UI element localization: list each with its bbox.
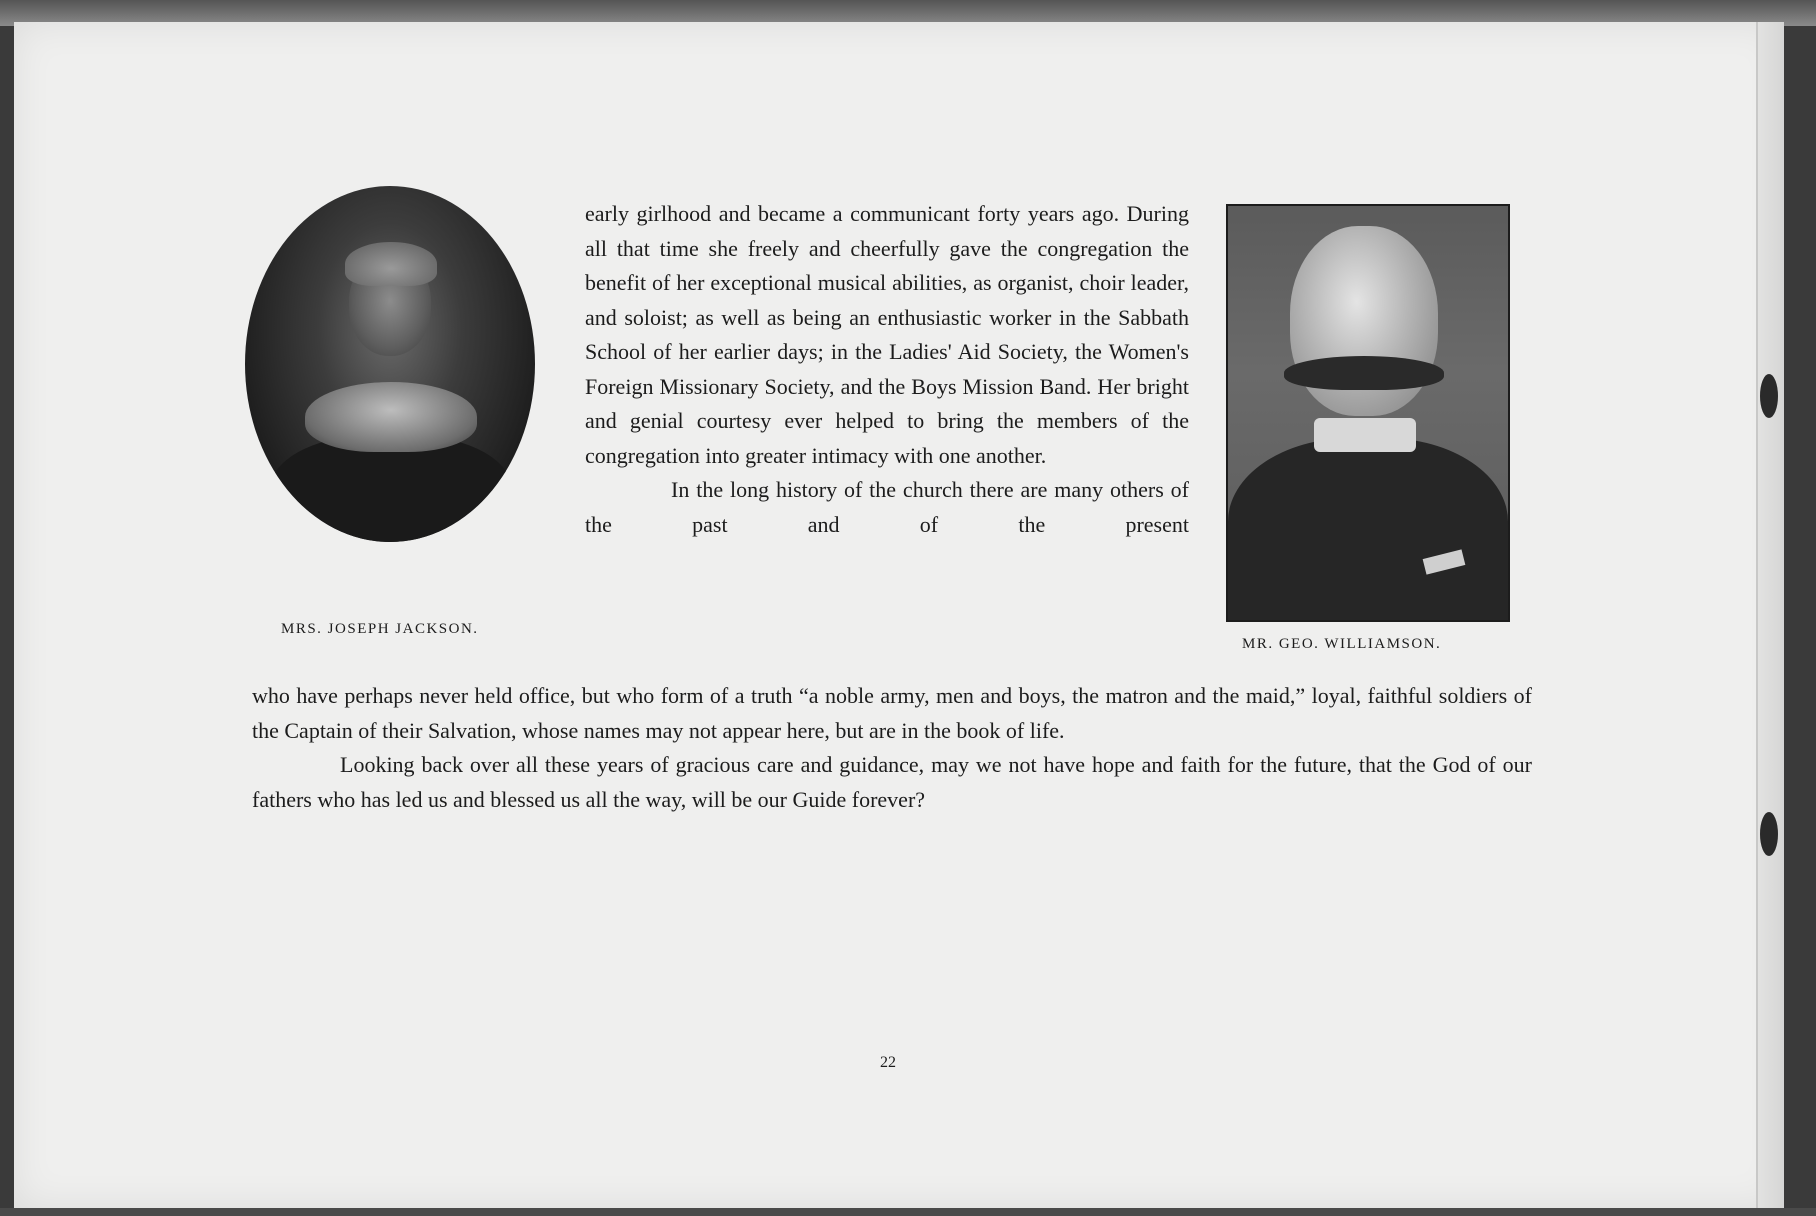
binding-hole	[1760, 812, 1778, 856]
text-column	[585, 197, 1189, 542]
paragraph-history-continued: who have perhaps never held office, but who form of a truth “a noble army, men and boys, the matron and the maid,” loyal, faithful soldiers of the Captain of their Salvation, whose names may not appear here, but are in the book of life.	[252, 683, 1532, 743]
scan-bottom-edge	[0, 1208, 1816, 1216]
portrait-mrs-joseph-jackson	[245, 186, 535, 542]
paragraph-jackson-tribute: early girlhood and became a communicant forty years ago. During all that time she freely and cheerfully gave the congregation the benefit of her exceptional musical abilities, as organist, choir leader, and soloist; as well as being an enthusiastic worker in the Sabbath School of her earlier days; in the Ladies' Aid Society, the Women's Foreign Missionary Society, and the Boys Mission Band. Her bright and genial courtesy ever helped to bring the members of the congregation into greater intimacy with one another.	[585, 201, 1189, 468]
portrait-lace-collar	[305, 382, 477, 452]
portrait-mr-geo-williamson	[1226, 204, 1510, 622]
binding-hole	[1760, 374, 1778, 418]
portrait-hair	[345, 242, 437, 286]
portrait-collar	[1314, 418, 1416, 452]
page-fold	[1756, 22, 1784, 1208]
caption-right: MR. GEO. WILLIAMSON.	[1242, 636, 1442, 652]
paragraph-closing: Looking back over all these years of gracious care and guidance, may we not have hope and faith for the future, that the God of our fathers who has led us and blessed us all the way, will be our Guide forever?	[252, 752, 1532, 812]
portrait-coat	[1228, 438, 1508, 622]
portrait-moustache	[1284, 356, 1444, 390]
caption-left: MRS. JOSEPH JACKSON.	[281, 621, 479, 637]
text-body-wide	[252, 679, 1532, 817]
paragraph-history-start: In the long history of the church there are many others of the past and of the present	[585, 477, 1189, 537]
page-number: 22	[880, 1054, 896, 1071]
